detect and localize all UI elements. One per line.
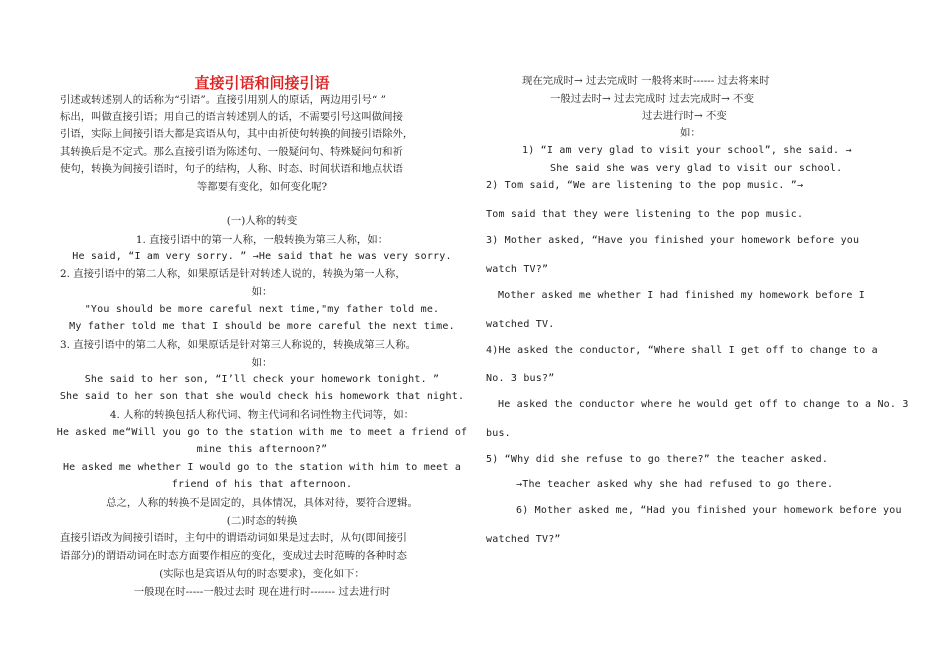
rule-1: 1. 直接引语中的第一人称，一般转换为第三人称，如： [135,234,389,246]
example-2-direct: "You should be more careful next time,"my father told me. [84,304,440,315]
tense-change-row-3: 一般过去时→ 过去完成时 过去完成时→ 不变 [550,93,754,105]
example-2-indirect: My father told me that I should be more careful the next time. [69,321,455,332]
tense-change-row-1: 一般现在时-----一般过去时 现在进行时------- 过去进行时 [133,586,391,598]
example-r3-direct-line-1: 3) Mother asked, “Have you finished your homework before you [486,235,860,246]
example-r6-direct-line-2: watched TV?” [486,534,561,545]
intro-line-4: 其转换后是不定式。那么直接引语为陈述句、一般疑问句、特殊疑问句和祈 [60,146,403,158]
rule-2: 2. 直接引语中的第二人称，如果原话是针对转述人说的，转换为第一人称， [60,268,406,280]
example-r4-direct-line-1: 4)He asked the conductor, “Where shall I get off to change to a [486,345,878,356]
example-r2-direct: 2) Tom said, “We are listening to the pop music. ”→ [486,180,804,191]
example-4-indirect-line-1: He asked me whether I would go to the station with him to meet a [62,462,462,473]
example-3-direct: She said to her son, “I’ll check your homework tonight. ” [84,374,440,385]
example-r4-indirect-line-1: He asked the conductor where he would get off to change to a No. 3 [498,399,909,410]
example-r1-direct: 1) “I am very glad to visit your school”, she said. → [522,145,852,156]
example-r3-direct-line-2: watch TV?” [486,264,549,275]
example-r3-indirect-line-2: watched TV. [486,319,555,330]
example-r4-indirect-line-2: bus. [486,428,511,439]
rule-3: 3. 直接引语中的第二人称，如果原话是针对第三人称说的，转换成第三人称。 [60,339,417,351]
tense-intro-1: 直接引语改为间接引语时，主句中的谓语动词如果是过去时，从句(即间接引 [60,532,407,544]
tense-intro-2: 语部分)的谓语动词在时态方面要作相应的变化，变成过去时范畴的各种时态 [60,550,407,562]
example-r6-direct-line-1: 6) Mother asked me, “Had you finished your homework before you [516,505,902,516]
example-r5-direct: 5) “Why did she refuse to go there?” the teacher asked. [486,454,829,465]
example-r3-indirect-line-1: Mother asked me whether I had finished my homework before I [498,290,866,301]
example-1: He said, “I am very sorry. ” →He said that he was very sorry. [72,251,452,262]
tense-change-row-2: 现在完成时→ 过去完成时 一般将来时------ 过去将来时 [522,75,770,87]
intro-line-2: 标出，叫做直接引语；用自己的语言转述别人的话，不需要引号这叫做间接 [60,111,403,123]
example-3-indirect: She said to her son that she would check his homework that night. [59,391,465,402]
example-r1-indirect: She said she was very glad to visit our school. [550,163,843,174]
document-title: 直接引语和间接引语 [194,74,330,92]
intro-line-6: 等都要有变化，如何变化呢? [196,181,328,193]
tense-change-row-4: 过去进行时→ 不变 [642,110,727,122]
example-4-direct-line-1: He asked me“Will you go to the station with me to meet a friend of [56,427,468,438]
rule-3-such-as: 如： [251,357,273,369]
intro-line-3: 引语，实际上间接引语大都是宾语从句，其中由祈使句转换的间接引语除外， [60,128,414,140]
intro-line-1: 引述或转述别人的话称为“引语”。直接引用别人的原话，两边用引号“ ” [60,94,386,106]
rule-4: 4. 人称的转换包括人称代词、物主代词和名词性物主代词等，如： [109,409,415,421]
example-r5-indirect: →The teacher asked why she had refused to go there. [516,479,834,490]
example-r2-indirect: Tom said that they were listening to the pop music. [486,209,804,220]
example-4-indirect-line-2: friend of his that afternoon. [171,479,353,490]
section-heading-person: (一)人称的转变 [226,215,298,227]
such-as-label: 如： [680,127,701,139]
section-heading-tense: (二)时态的转换 [226,515,298,527]
rule-2-such-as: 如： [251,286,273,298]
intro-line-5: 使句，转换为间接引语时，句子的结构，人称、时态、时间状语和地点状语 [60,163,403,175]
person-summary: 总之，人称的转换不是固定的，具体情况，具体对待，要符合逻辑。 [106,497,418,509]
example-4-direct-line-2: mine this afternoon?” [196,444,328,455]
tense-intro-3: (实际也是宾语从句的时态要求)，变化如下： [159,568,365,580]
example-r4-direct-line-2: No. 3 bus?” [486,373,555,384]
